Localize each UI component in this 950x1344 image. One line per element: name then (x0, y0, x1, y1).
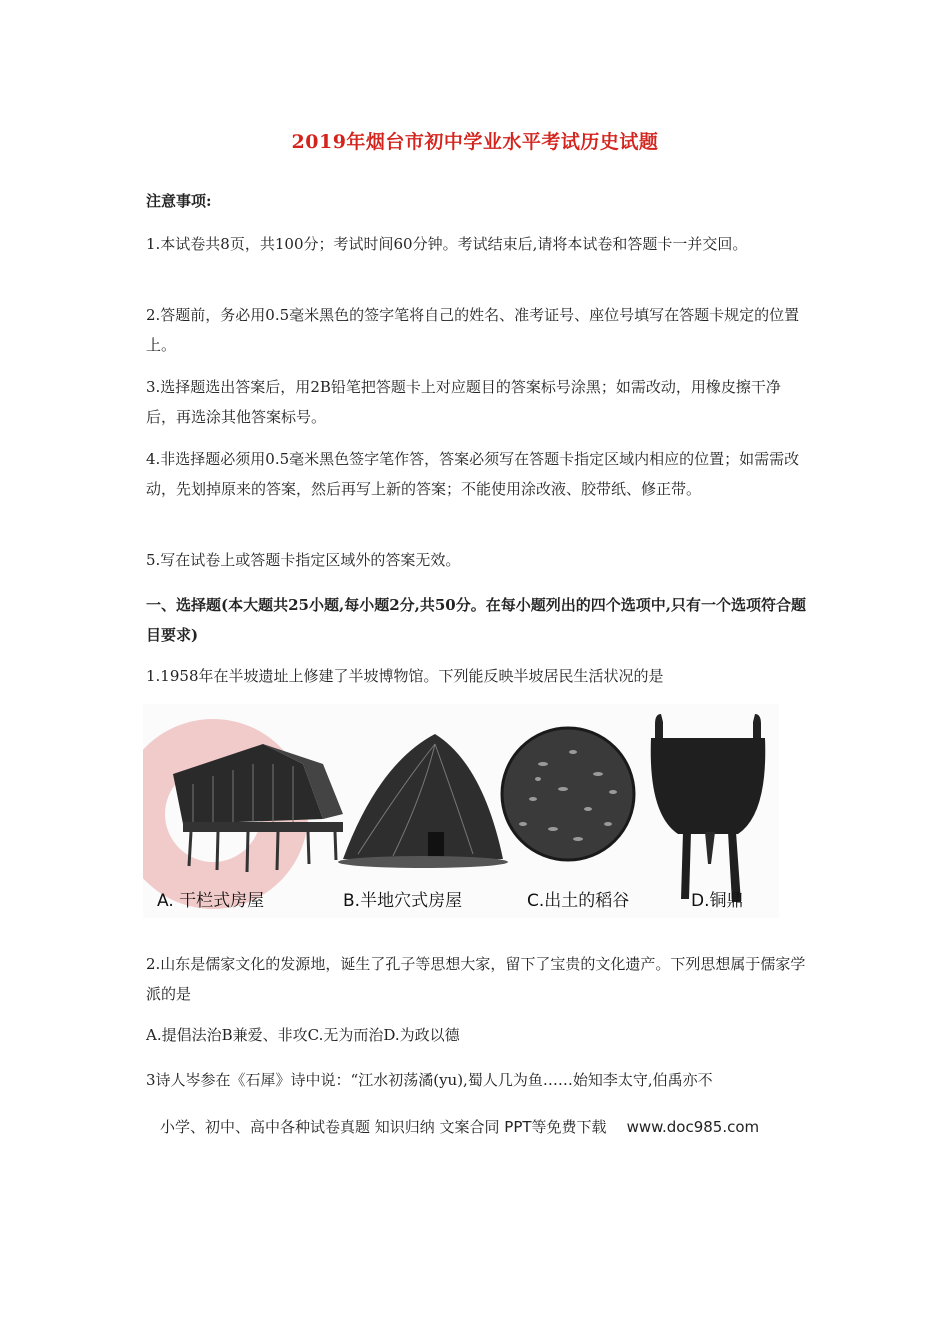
footer-url[interactable]: www.doc985.com (626, 1118, 760, 1136)
question-1-text: 1.1958年在半坡遗址上修建了半坡博物馆。下列能反映半坡居民生活状况的是 (146, 667, 664, 685)
notice-item-3: 3.选择题选出答案后，用2B铅笔把答题卡上对应题目的答案标号涂黑；如需改动，用橡皮擦干净后，再选涂其他答案标号。 (146, 378, 781, 426)
caption-b: B.半地穴式房屋 (343, 891, 463, 911)
notice-item-1: 1.本试卷共8页，共100分；考试时间60分钟。考试结束后,请将本试卷和答题卡一并交回。 (146, 235, 748, 253)
caption-d: D.铜鼎 (691, 891, 744, 911)
section-1-heading: 一、选择题(本大题共25小题,每小题2分,共50分。在每小题列出的四个选项中,只有一个选项符合题目要求) (146, 596, 806, 644)
notice-heading: 注意事项: (146, 192, 212, 210)
footer-text: 小学、初中、高中各种试卷真题 知识归纳 文案合同 PPT等免费下载 (160, 1118, 607, 1136)
excavated-rice-image (502, 728, 634, 860)
semi-subterranean-house-image (338, 734, 508, 868)
question-1-figure (143, 704, 779, 918)
caption-a: A. 干栏式房屋 (157, 891, 265, 911)
bronze-ding-image (651, 714, 766, 902)
question-2-options: A.提倡法治B兼爱、非攻C.无为而治D.为政以德 (146, 1026, 460, 1044)
question-2-text: 2.山东是儒家文化的发源地，诞生了孔子等思想大家，留下了宝贵的文化遗产。下列思想属于儒家学派的是 (146, 955, 806, 1003)
notice-item-5: 5.写在试卷上或答题卡指定区域外的答案无效。 (146, 551, 461, 569)
notice-item-4: 4.非选择题必须用0.5毫米黑色签字笔作答，答案必须写在答题卡指定区域内相应的位置；如需需改动，先划掉原来的答案，然后再写上新的答案；不能使用涂改液、胶带纸、修正带。 (146, 450, 800, 498)
caption-c: C.出土的稻谷 (527, 891, 630, 911)
footer (160, 1116, 759, 1137)
exam-title: 2019年烟台市初中学业水平考试历史试题 (291, 131, 659, 153)
notice-item-2: 2.答题前，务必用0.5毫米黑色的签字笔将自己的姓名、准考证号、座位号填写在答题卡规定的位置上。 (146, 306, 800, 354)
question-3-text: 3诗人岑参在《石犀》诗中说：“江水初荡潏(yu),蜀人几为鱼……始知李太守,伯禹亦不 (146, 1071, 713, 1089)
